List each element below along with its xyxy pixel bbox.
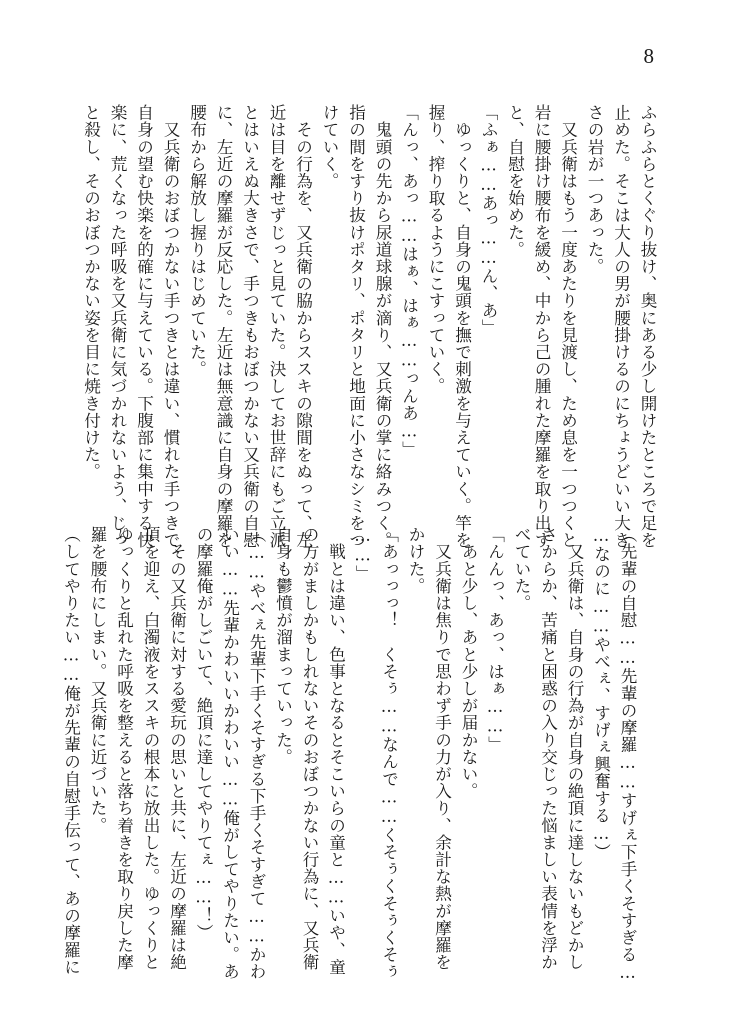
text-column: ゆっくりと、自身の鬼頭を撫で刺激を与えていく。竿を <box>452 104 472 549</box>
text-column: いい……先輩かわいいかわいい……俺がしてやりたい。あ <box>220 526 240 981</box>
text-column: 又兵衛は、自身の行為が自身の絶頂に達しないもどかし <box>565 526 584 971</box>
text-column: あと少し、あと少しが届かない。 <box>459 526 478 800</box>
text-column: その行為を、又兵衛の脇からススキの隙間をぬって、左 <box>293 104 313 549</box>
text-column: 「んっ、あっ……はぁ、はぁ……っんあ…」 <box>399 104 419 458</box>
text-column: さの岩が一つあった。 <box>585 104 604 275</box>
text-column: 頂を迎え、白濁液をススキの根本に放出した。ゆっくりと <box>141 526 160 971</box>
text-column: と、自慰を始めた。 <box>505 104 525 258</box>
text-column: 自身も鬱憤が溜まっていった。 <box>273 526 293 766</box>
text-column: べていた。 <box>512 526 531 612</box>
text-column: の方がましかもしれないそのおぼつかない行為に、又兵衛 <box>300 526 319 971</box>
text-column: 握り、搾り取るようにこすっていく。 <box>426 104 445 395</box>
text-column: 羅を腰布にしまい。又兵衛に近づいた。 <box>88 526 107 834</box>
text-column: （してやりたい……俺が先輩の自慰手伝って、あの摩羅に <box>61 526 81 976</box>
text-column: 近は目を離せずじっと見ていた。決してお世辞にもご立派 <box>267 104 286 549</box>
text-column: …なのに……やべぇ、すげぇ興奮する…） <box>591 526 611 861</box>
text-column: 「あっっっ！ くそぅ……なんで……くそぅくそぅくそぅ <box>379 526 399 981</box>
text-column: とはいえぬ大きさで、手つきもおぼつかない又兵衛の自慰 <box>240 104 260 549</box>
text-column: 戦とは違い、色事となるとそこいらの童と……いや、童 <box>326 526 346 976</box>
text-column: 指の間をすり抜けポタリ、ポタリと地面に小さなシミをつ <box>346 104 366 549</box>
text-column: 止めた。そこは大人の男が腰掛けるのにちょうどいい大き <box>611 104 631 549</box>
text-column: の摩羅俺がしごいて、絶頂に達してやりてぇ……！） <box>194 526 213 942</box>
text-column: さからか、苦痛と困惑の入り交じった悩ましい表情を浮か <box>538 526 558 971</box>
text-column: 「んんっ、あっ、はぁ……」 <box>485 526 505 754</box>
text-column: けていく。 <box>320 104 339 190</box>
text-column: 岩に腰掛け腰布を緩め、中から己の腫れた摩羅を取り出す <box>532 104 551 549</box>
text-column: 腰布から解放し握りはじめていた。 <box>187 104 207 378</box>
page-number: 8 <box>643 44 654 68</box>
text-column: 又兵衛はもう一度あたりを見渡し、ため息を一つつくと <box>558 104 578 549</box>
text-column: と殺し、そのおぼつかない姿を目に焼き付けた。 <box>81 104 101 481</box>
text-block-bottom <box>60 526 639 983</box>
text-column: 自身の望む快楽を的確に与えている。下腹部に集中する快 <box>134 104 154 549</box>
text-column: に、左近の摩羅が反応した。左近は無意識に自身の摩羅を <box>214 104 233 549</box>
text-column: 又兵衛は焦りで思わず手の力が入り、余計な熱が摩羅を <box>432 526 452 971</box>
text-column: 鬼頭の先から尿道球腺が滴り、又兵衛の掌に絡みつく。 <box>373 104 392 549</box>
text-column: ゆっくりと乱れた呼吸を整えると落ち着きを取り戻した摩 <box>114 526 134 971</box>
text-column: 「ふぁ……あっ……ん、あ」 <box>479 104 498 336</box>
text-column: かけた。 <box>406 526 425 595</box>
text-column: ……」 <box>353 526 372 583</box>
text-column: ふらふらとくぐり抜け、奥にある少し開けたところで足を <box>638 104 657 549</box>
text-column: 又兵衛のおぼつかない手つきとは違い、慣れた手つきで、 <box>161 104 180 566</box>
text-column: 楽に、荒くなった呼吸を又兵衛に気づかれないよう、じっ <box>108 104 127 549</box>
text-column: その又兵衛に対する愛玩の思いと共に、左近の摩羅は絶 <box>167 526 187 971</box>
text-column: （……やべぇ先輩下手くそすぎる下手くそすぎて……かわ <box>247 526 266 981</box>
text-column: （先輩の自慰……先輩の摩羅……すげぇ下手くそすぎる… <box>618 526 637 983</box>
